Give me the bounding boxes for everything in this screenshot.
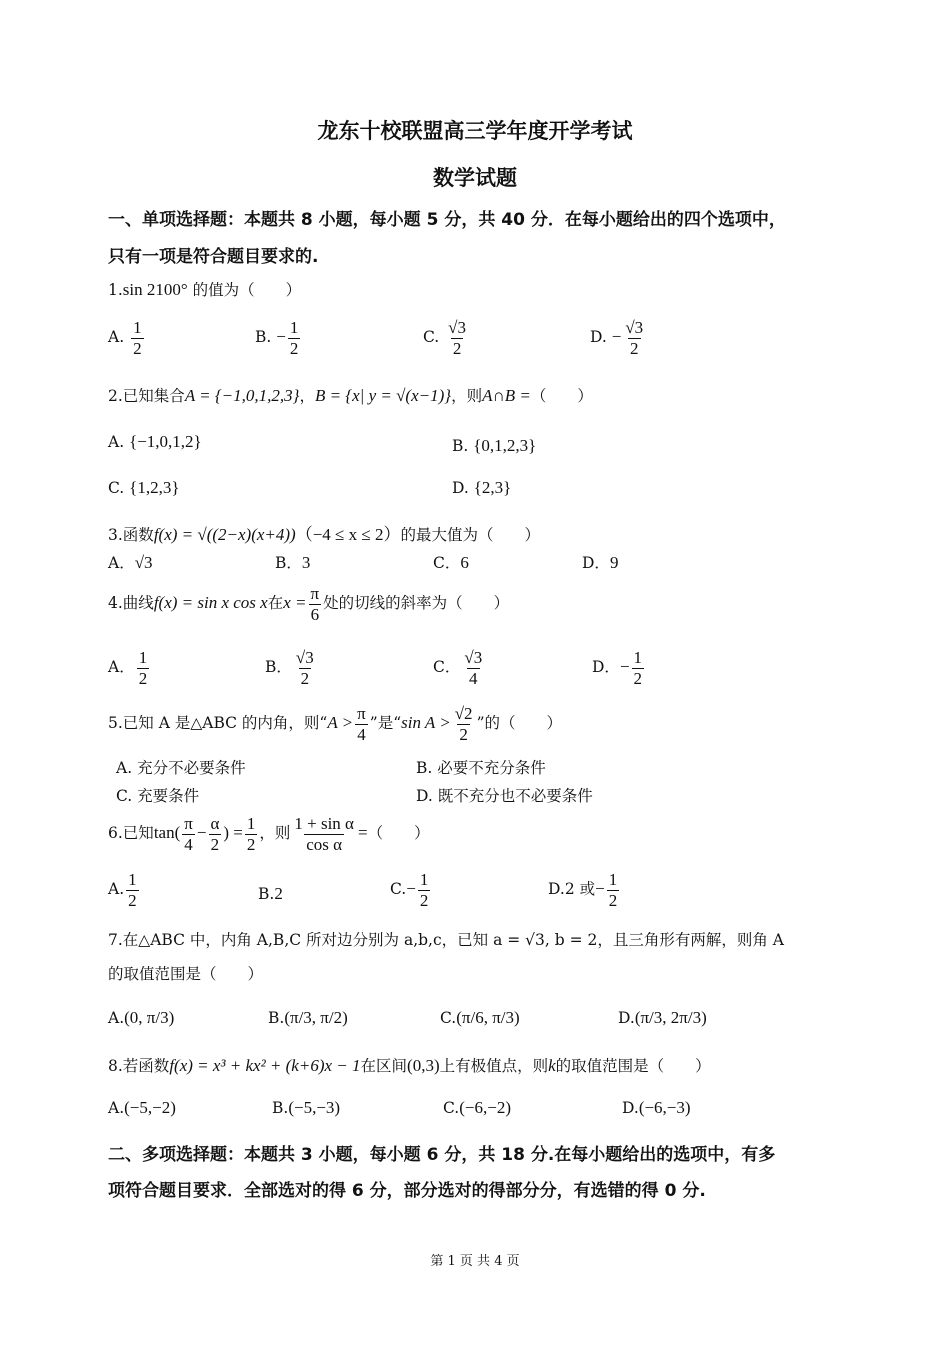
option-label: D． <box>592 658 620 677</box>
option-value: {1,2,3} <box>129 478 180 497</box>
option-value: (0, π/3) <box>124 1008 175 1027</box>
q4-option-a <box>108 648 151 688</box>
q3-function: f(x) = √((2−x)(x+4)) <box>153 525 296 544</box>
numerator: π <box>310 584 320 603</box>
numerator: √2 <box>454 704 473 723</box>
numerator: 1 <box>289 318 299 337</box>
q6-text2: ，则 <box>259 824 291 843</box>
option-label: B. <box>268 1009 285 1027</box>
q2-number: 2. <box>108 387 123 405</box>
option-label: A. <box>116 759 133 777</box>
q8-number: 8. <box>108 1057 123 1075</box>
option-label: D. <box>590 328 607 347</box>
q5-expr2: sin A > <box>401 713 451 733</box>
q8-text: 若函数 <box>122 1057 170 1075</box>
numerator: 1 <box>419 870 429 889</box>
q1-expression: sin 2100° <box>122 280 188 299</box>
q6-text: 已知 <box>122 824 154 843</box>
section1-line1: 一、单项选择题：本题共 8 小题，每小题 5 分，共 40 分．在每小题给出的四个选项中， <box>108 210 786 230</box>
fraction <box>309 584 322 624</box>
sign: − <box>276 327 286 347</box>
q7-option-c <box>440 1008 520 1028</box>
option-value: 2 或 <box>564 880 596 899</box>
q8-option-b <box>272 1098 340 1118</box>
q5-expr1: A > <box>327 713 354 733</box>
fraction <box>607 870 620 910</box>
option-value: {−1,0,1,2} <box>129 432 202 451</box>
q4-function: f(x) = sin x cos x <box>153 593 268 613</box>
option-label: C. <box>423 328 440 347</box>
option-label: C. <box>390 880 407 899</box>
fraction <box>126 870 139 910</box>
q4-text: 曲线 <box>122 594 154 613</box>
q8-text3: 上有极值点，则 <box>439 1057 549 1075</box>
option-value: (π/6, π/3) <box>456 1008 520 1027</box>
denominator: 2 <box>128 890 137 910</box>
q7-option-a <box>108 1008 174 1028</box>
option-label: B. <box>255 328 272 347</box>
denominator: 4 <box>357 724 366 744</box>
numerator: √3 <box>464 648 483 667</box>
option-value: (π/3, 2π/3) <box>634 1008 707 1027</box>
option-label: C. <box>440 1009 457 1027</box>
q3-text: 函数 <box>122 526 154 544</box>
denominator: 2 <box>459 724 468 744</box>
q4-number: 4. <box>108 594 123 613</box>
numerator: √3 <box>295 648 314 667</box>
q1-option-b <box>255 318 302 358</box>
q5-text: 已知 A 是△ABC 的内角，则“ <box>122 714 328 733</box>
option-label: A. <box>108 433 125 451</box>
option-value: √3 <box>134 553 153 572</box>
set-b: B = {x| y = √(x−1)} <box>314 386 452 405</box>
numerator: α <box>210 814 220 833</box>
tan: tan( <box>153 823 181 843</box>
fraction <box>137 648 150 688</box>
denominator: 4 <box>184 834 193 854</box>
option-value: 既不充分也不必要条件 <box>437 787 593 805</box>
denominator: 2 <box>246 834 256 854</box>
denominator: 6 <box>310 604 320 624</box>
numerator: √3 <box>625 318 644 337</box>
section2-line2: 项符合题目要求．全部选对的得 6 分，部分选对的得部分分，有选错的得 0 分. <box>108 1181 706 1201</box>
denominator: 2 <box>452 338 462 358</box>
q6-number: 6. <box>108 824 123 843</box>
numerator: π <box>357 704 366 723</box>
set-a: A = {−1,0,1,2,3} <box>184 386 300 405</box>
fraction <box>355 704 368 744</box>
option-label: D. <box>548 880 565 899</box>
answer-paren: （ ） <box>367 824 430 843</box>
fraction <box>462 648 484 688</box>
option-label: D. <box>452 479 469 497</box>
option-value: 2 <box>274 884 283 903</box>
option-value: (−6,−2) <box>459 1098 511 1117</box>
q3-option-c <box>433 551 469 573</box>
denominator: 2 <box>419 890 429 910</box>
q3-option-a <box>108 551 153 573</box>
q6-option-d <box>548 870 621 910</box>
option-label: A． <box>108 658 135 677</box>
q6-option-b <box>258 884 283 904</box>
option-label: D. <box>622 1099 639 1117</box>
numerator: 1 <box>633 648 643 667</box>
q8-option-d <box>622 1098 691 1118</box>
sign: − <box>611 327 622 347</box>
question-7-line2 <box>108 962 263 984</box>
q7-text2: 的取值范围是（ ） <box>108 965 264 983</box>
q8-option-a <box>108 1098 176 1118</box>
option-label: A． <box>108 554 135 572</box>
q5-option-d <box>416 784 593 806</box>
numerator: π <box>184 814 193 833</box>
exam-title: 龙东十校联盟高三学年度开学考试 <box>317 119 633 143</box>
denominator: 2 <box>608 890 618 910</box>
option-label: B． <box>275 554 302 572</box>
q5-option-a <box>116 756 246 778</box>
option-label: B. <box>416 759 433 777</box>
q8-text2: 在区间 <box>360 1057 408 1075</box>
comma: ， <box>299 387 315 405</box>
fraction <box>418 870 431 910</box>
question-2 <box>108 384 593 406</box>
page-footer: 第 1 页 共 4 页 <box>430 1254 520 1269</box>
section2-line1: 二、多项选择题：本题共 3 小题，每小题 6 分，共 18 分.在每小题给出的选项中，有多 <box>108 1145 776 1165</box>
option-value: {2,3} <box>473 478 512 497</box>
fraction <box>131 318 144 358</box>
exam-subtitle: 数学试题 <box>433 166 517 190</box>
option-label: A. <box>108 1009 125 1027</box>
denominator: 2 <box>300 668 310 688</box>
q5-number: 5. <box>108 714 123 733</box>
q1-number: 1. <box>108 281 123 299</box>
denominator: 2 <box>138 668 148 688</box>
q3-text2: 的最大值为（ ） <box>400 526 540 544</box>
answer-paren: （ ） <box>530 387 593 405</box>
q7-option-b <box>268 1008 348 1028</box>
option-label: C. <box>116 787 133 805</box>
option-value: 充分不必要条件 <box>137 759 246 777</box>
close-paren: ) = <box>223 823 243 843</box>
option-label: B. <box>452 437 469 455</box>
q2-text2: ，则 <box>451 387 483 405</box>
option-value: (−6,−3) <box>638 1098 691 1117</box>
q3-condition: （−4 ≤ x ≤ 2） <box>295 525 401 544</box>
q5-text3: ”的（ ） <box>476 714 562 733</box>
fraction <box>632 648 645 688</box>
numerator: 1 <box>246 814 256 833</box>
option-value: (−5,−3) <box>288 1098 341 1117</box>
q3-option-d <box>582 551 618 573</box>
option-label: D. <box>416 787 433 805</box>
denominator: 2 <box>210 834 220 854</box>
option-label: D． <box>582 554 610 572</box>
question-7-line1 <box>108 928 784 950</box>
q6-option-a <box>108 870 141 910</box>
q4-text3: 处的切线的斜率为（ ） <box>323 594 510 613</box>
question-8 <box>108 1054 711 1076</box>
q1-option-d <box>590 318 647 358</box>
q5-option-b <box>416 756 546 778</box>
question-6 <box>108 814 430 854</box>
q8-text4: 的取值范围是（ ） <box>555 1057 711 1075</box>
q3-option-b <box>275 551 310 573</box>
option-value: 9 <box>609 553 619 572</box>
denominator: 2 <box>289 338 299 358</box>
option-value: (−5,−2) <box>124 1098 176 1117</box>
option-label: A. <box>108 880 125 899</box>
option-value: {0,1,2,3} <box>473 436 537 455</box>
sign: − <box>619 657 630 677</box>
question-5 <box>108 704 562 744</box>
q1-option-c <box>423 318 470 358</box>
denominator: 2 <box>630 338 639 358</box>
q5-text2: ”是“ <box>369 714 402 733</box>
q2-option-c <box>108 478 180 498</box>
option-label: C. <box>108 479 125 497</box>
option-label: A. <box>108 328 125 347</box>
option-value: 必要不充分条件 <box>437 759 546 777</box>
q1-option-a <box>108 318 146 358</box>
denominator: 2 <box>133 338 142 358</box>
q1-text: 的值为（ ） <box>192 281 302 299</box>
option-value: 6 <box>460 553 469 572</box>
option-label: B． <box>265 658 292 677</box>
q3-number: 3. <box>108 526 123 544</box>
option-label: C. <box>443 1099 460 1117</box>
numerator: 1 + sin α <box>294 814 354 833</box>
denominator: cos α <box>306 834 343 854</box>
option-value: 3 <box>301 553 311 572</box>
q7-text: 在△ABC 中，内角 A,B,C 所对边分别为 a,b,c，已知 a = √3, b = 2，且三角形有两解，则角 A <box>122 931 785 949</box>
option-label: C． <box>433 554 461 572</box>
option-label: C． <box>433 658 461 677</box>
option-label: B. <box>258 885 275 903</box>
q4-option-d <box>592 648 646 688</box>
q8-option-c <box>443 1098 511 1118</box>
option-value: 充要条件 <box>137 787 200 805</box>
interval: (0,3) <box>407 1056 440 1075</box>
numerator: √3 <box>448 318 467 337</box>
fraction <box>208 814 221 854</box>
numerator: 1 <box>138 648 148 667</box>
q2-option-a <box>108 432 202 452</box>
q4-text2: 在 <box>267 594 284 613</box>
q2-option-b <box>452 436 536 456</box>
option-value: (π/3, π/2) <box>284 1008 348 1027</box>
question-4 <box>108 584 509 624</box>
fraction <box>623 318 645 358</box>
sign: − <box>595 879 605 899</box>
q2-text: 已知集合 <box>122 387 185 405</box>
intersection: A∩B = <box>482 386 531 405</box>
question-1 <box>108 278 301 300</box>
q4-option-c <box>433 648 486 688</box>
q8-function: f(x) = x³ + kx² + (k+6)x − 1 <box>169 1056 361 1075</box>
fraction <box>245 814 258 854</box>
fraction <box>182 814 195 854</box>
x-equals: x = <box>283 593 307 613</box>
variable-k: k <box>548 1056 556 1075</box>
option-label: B. <box>272 1099 289 1117</box>
fraction <box>446 318 468 358</box>
fraction <box>453 704 475 744</box>
q7-option-d <box>618 1008 707 1028</box>
fraction <box>288 318 301 358</box>
option-label: A. <box>108 1099 125 1117</box>
q5-option-c <box>116 784 199 806</box>
equals: = <box>357 823 368 843</box>
numerator: 1 <box>608 870 618 889</box>
fraction <box>292 814 356 854</box>
section1-line2: 只有一项是符合题目要求的. <box>108 247 319 267</box>
denominator: 4 <box>469 668 478 688</box>
numerator: 1 <box>128 870 137 889</box>
q4-option-b <box>265 648 318 688</box>
numerator: 1 <box>133 318 142 337</box>
sign: − <box>406 879 416 899</box>
option-label: D. <box>618 1009 635 1027</box>
minus: − <box>196 823 207 843</box>
fraction <box>294 648 316 688</box>
q2-option-d <box>452 478 511 498</box>
question-3 <box>108 520 540 545</box>
q7-number: 7. <box>108 931 123 949</box>
denominator: 2 <box>633 668 643 688</box>
q6-option-c <box>390 870 432 910</box>
